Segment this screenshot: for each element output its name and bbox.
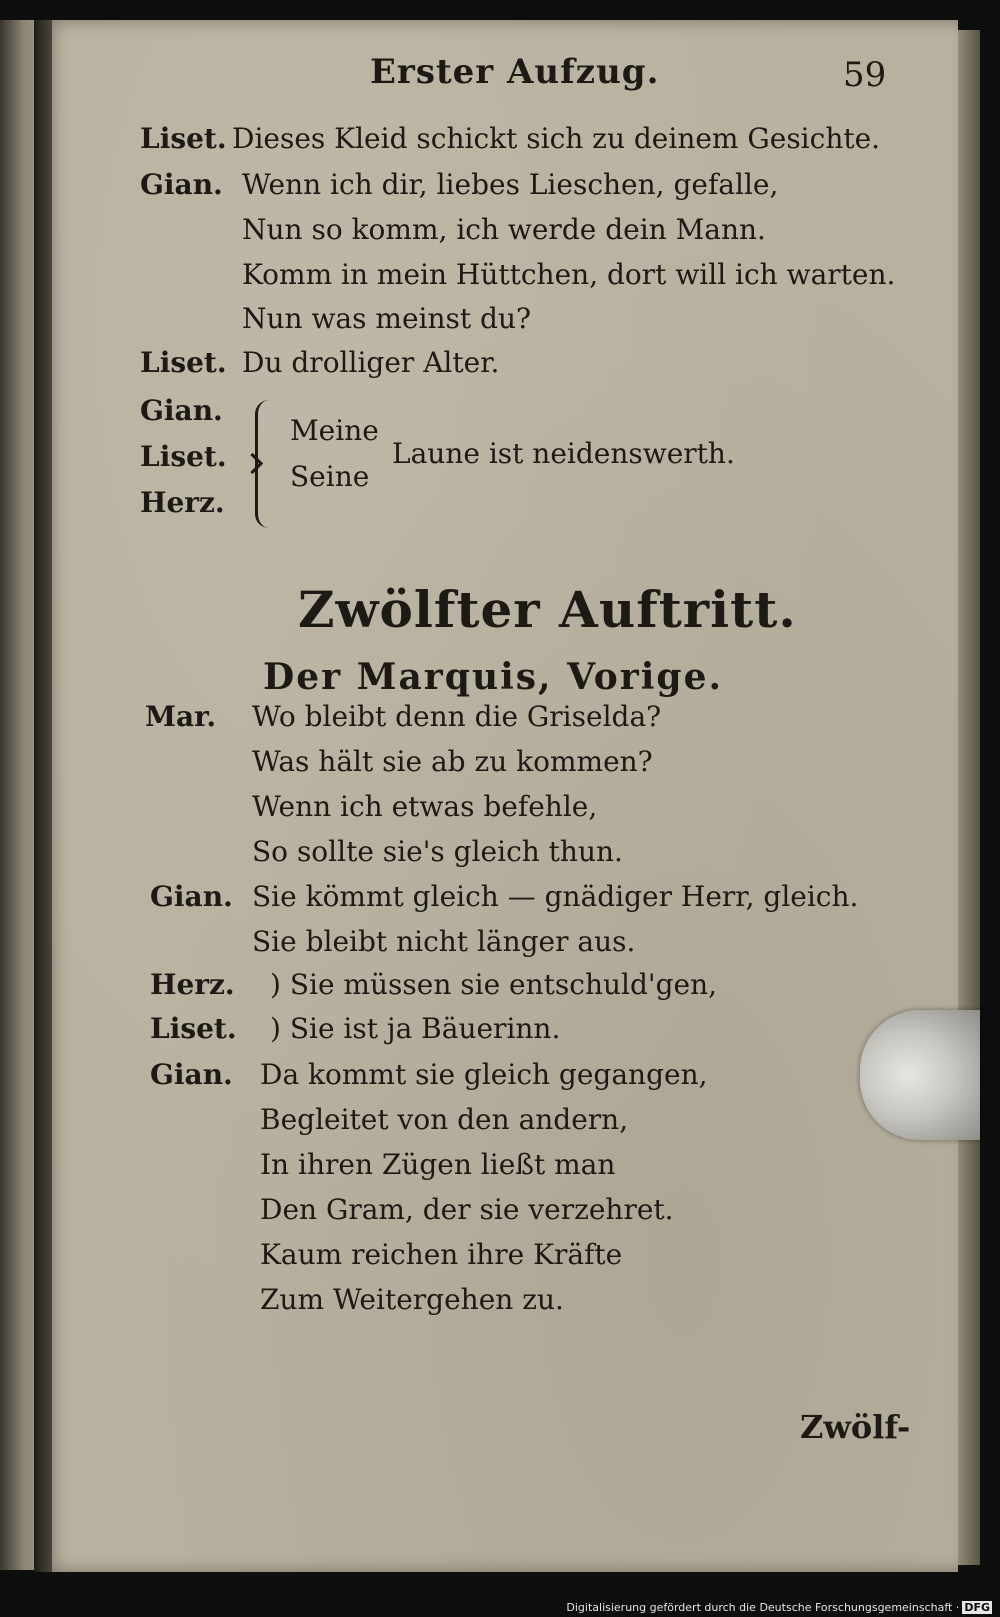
dialogue-line: So sollte sie's gleich thun. — [252, 835, 623, 868]
dialogue-line: Da kommt sie gleich gegangen, — [260, 1058, 708, 1091]
dialogue-line: Was hält sie ab zu kommen? — [252, 745, 653, 778]
speaker-label: Liset. — [140, 122, 227, 155]
speaker-label: Gian. — [140, 394, 223, 427]
dialogue-line: Kaum reichen ihre Kräfte — [260, 1238, 623, 1271]
running-header: Erster Aufzug. — [370, 52, 660, 92]
dialogue-line: Laune ist neidenswerth. — [392, 437, 735, 470]
dialogue-line: Sie kömmt gleich — gnädiger Herr, gleich. — [252, 880, 859, 913]
dialogue-line: In ihren Zügen ließt man — [260, 1148, 616, 1181]
dialogue-line: Wenn ich dir, liebes Lieschen, gefalle, — [242, 168, 779, 201]
dialogue-line: Du drolliger Alter. — [242, 346, 500, 379]
speaker-label: Gian. — [140, 168, 223, 201]
dialogue-line: Wenn ich etwas befehle, — [252, 790, 598, 823]
dialogue-line: Dieses Kleid schickt sich zu deinem Gesichte. — [232, 122, 881, 155]
dialogue-line: Nun so komm, ich werde dein Mann. — [242, 213, 766, 246]
book-gutter — [34, 20, 52, 1572]
credit-text: Digitalisierung gefördert durch die Deutsche Forschungsgemeinschaft · — [566, 1601, 960, 1614]
dialogue-line: Nun was meinst du? — [242, 302, 531, 335]
speaker-label: Liset. — [140, 346, 227, 379]
page-clip — [860, 1010, 980, 1140]
speaker-label: Mar. — [145, 700, 217, 733]
speaker-label: Gian. — [150, 880, 233, 913]
dialogue-line: Begleitet von den andern, — [260, 1103, 629, 1136]
speaker-label: Herz. — [150, 968, 235, 1001]
scene-characters: Der Marquis, Vorige. — [263, 656, 724, 698]
dialogue-line: Wo bleibt denn die Griselda? — [252, 700, 662, 733]
speaker-label: Liset. — [150, 1012, 237, 1045]
dialogue-line: Zum Weitergehen zu. — [260, 1283, 564, 1316]
speaker-label: Herz. — [140, 486, 225, 519]
speaker-label: Gian. — [150, 1058, 233, 1091]
dialogue-line: Sie bleibt nicht länger aus. — [252, 925, 636, 958]
catchword: Zwölf- — [800, 1408, 911, 1446]
dfg-logo: DFG — [964, 1601, 990, 1614]
speaker-label: Liset. — [140, 440, 227, 473]
dialogue-line: Komm in mein Hüttchen, dort will ich warten. — [242, 258, 896, 291]
digitization-credit — [564, 1600, 994, 1615]
scene-title: Zwölfter Auftritt. — [298, 580, 797, 639]
dialogue-line: ) Sie ist ja Bäuerinn. — [270, 1012, 561, 1045]
dialogue-line: Den Gram, der sie verzehret. — [260, 1193, 674, 1226]
alternative-word-bottom: Seine — [290, 460, 370, 493]
alternative-word-top: Meine — [290, 414, 379, 447]
dialogue-line: ) Sie müssen sie entschuld'gen, — [270, 968, 718, 1001]
page-number: 59 — [843, 55, 887, 95]
